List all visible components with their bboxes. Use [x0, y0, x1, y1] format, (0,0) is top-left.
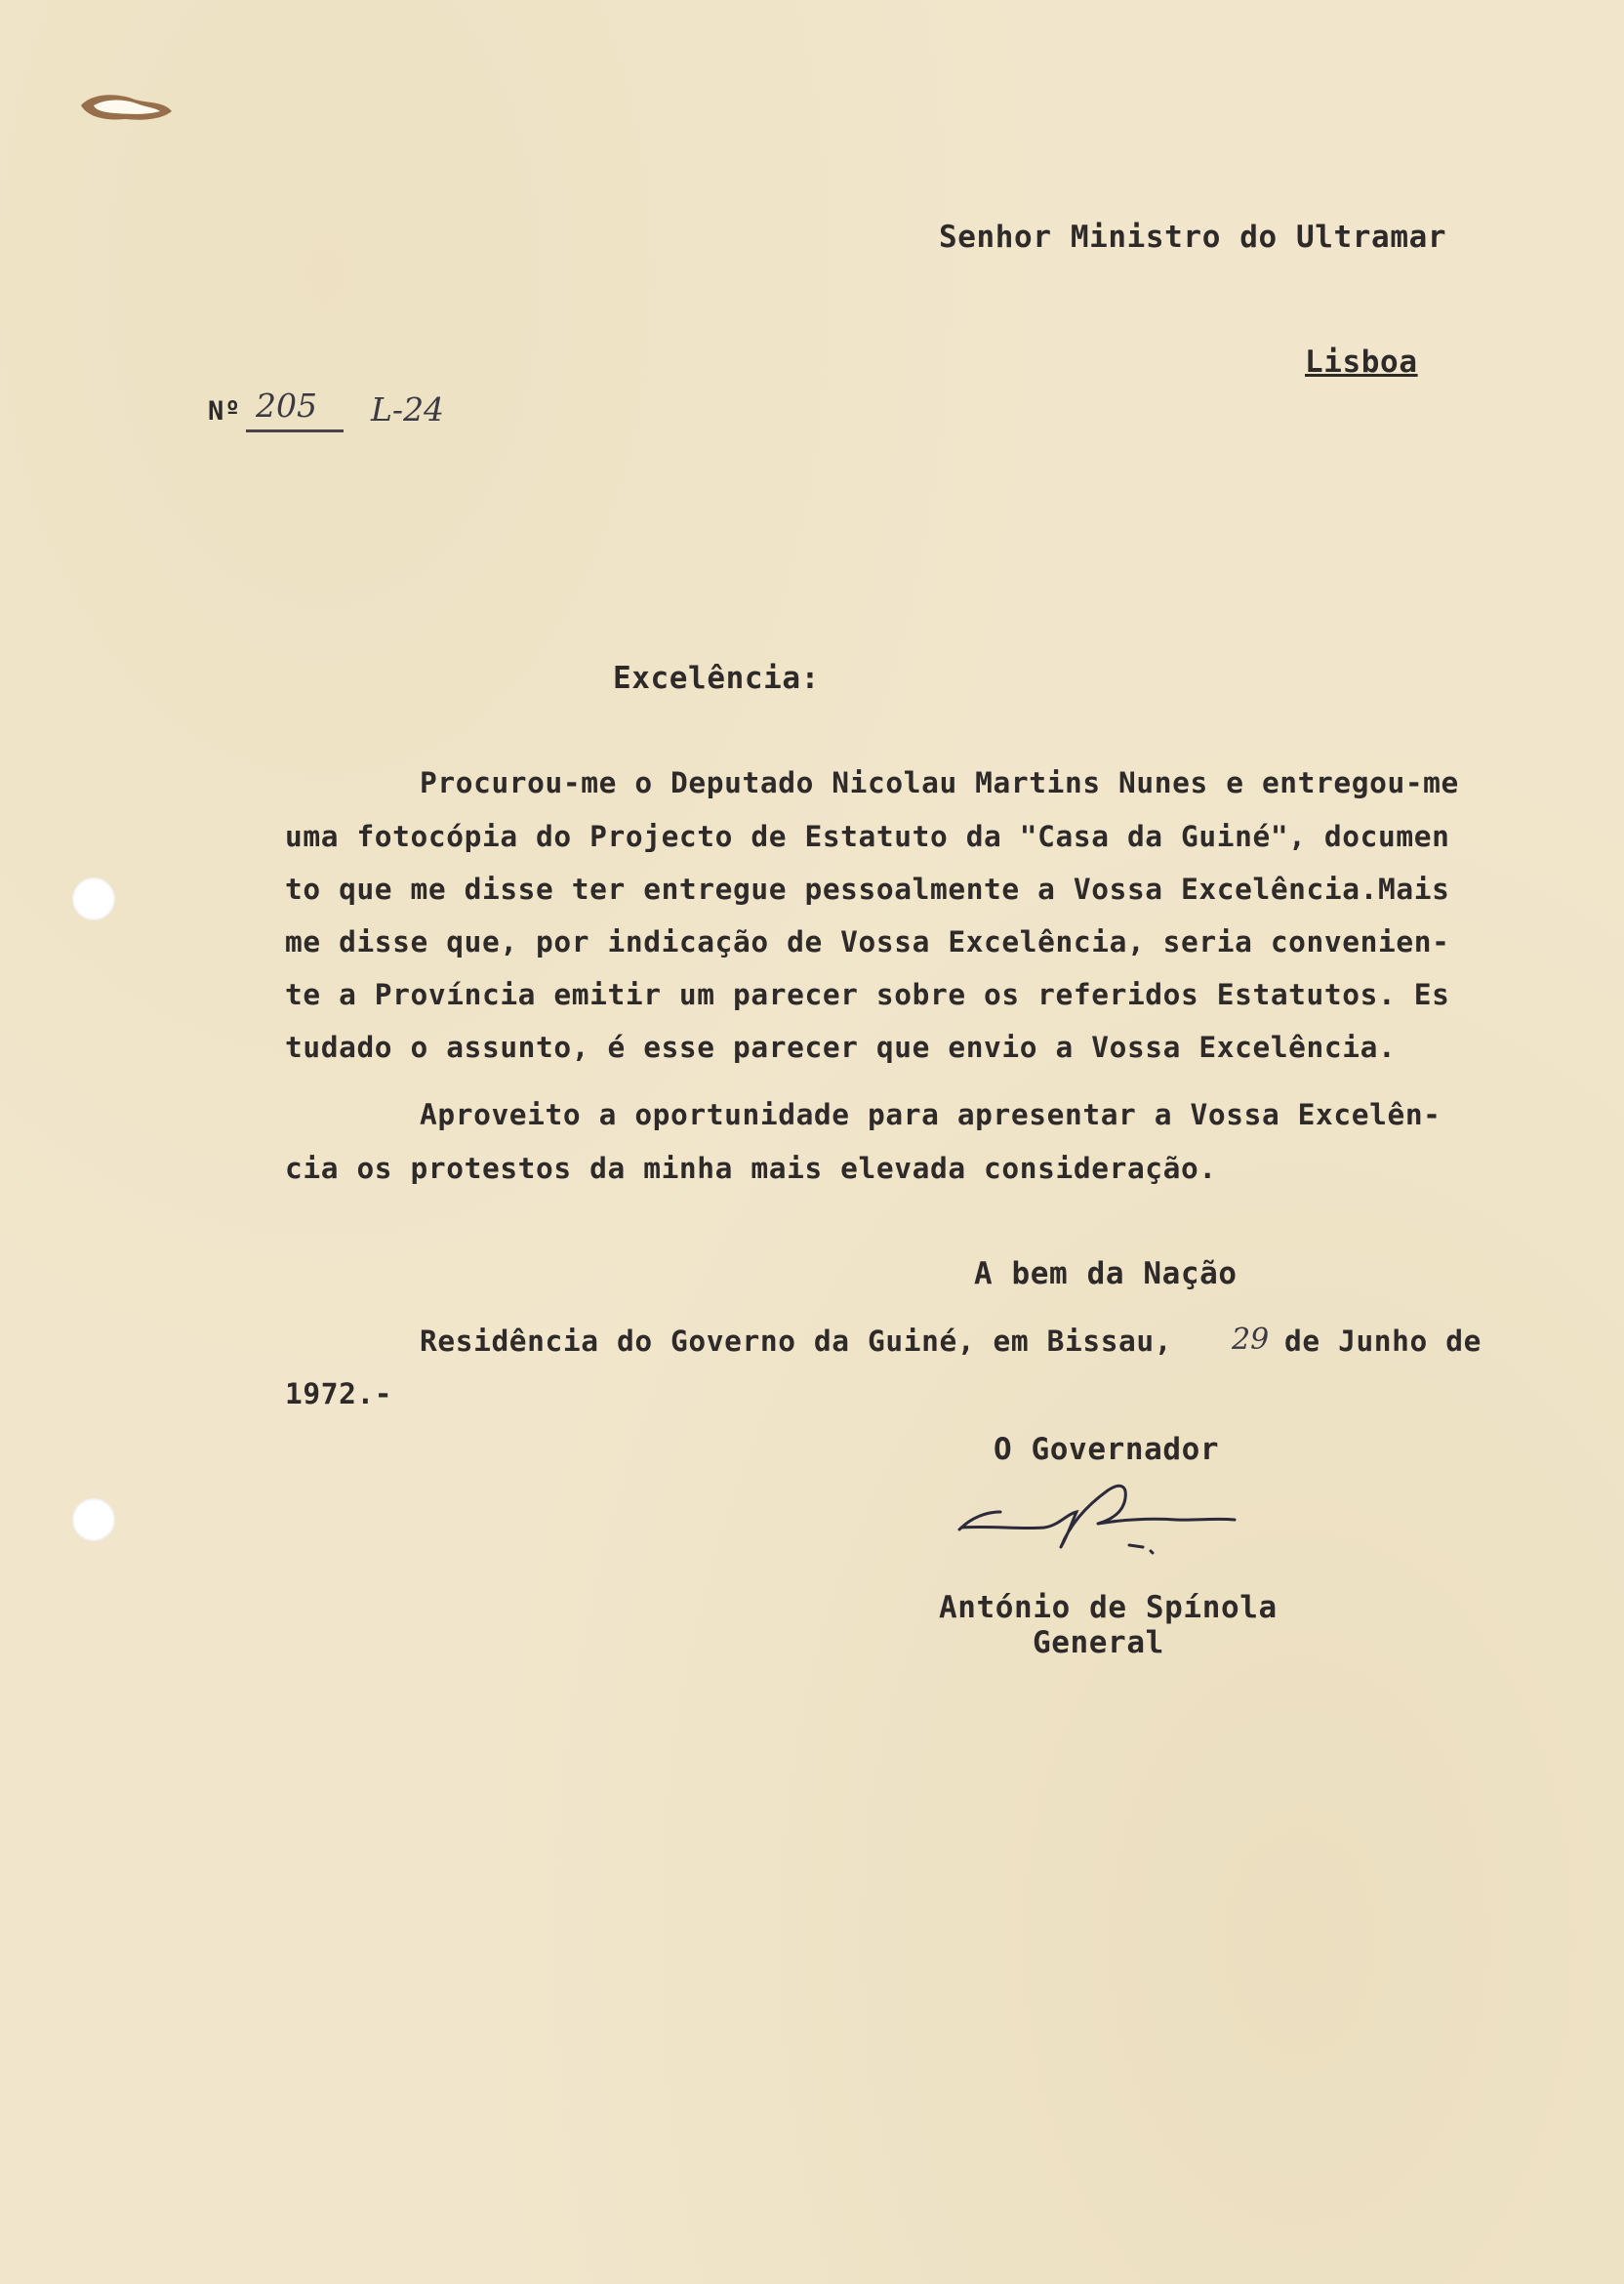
punch-hole-upper — [72, 877, 115, 920]
signatory-role: O Governador — [994, 1432, 1220, 1467]
body-line-1: Procurou-me o Deputado Nicolau Martins Nunes e entregou-me — [420, 766, 1459, 799]
handwritten-day: 29 — [1232, 1323, 1270, 1357]
reference-number: 205 — [256, 387, 317, 425]
place-line-end: de Junho de — [1284, 1325, 1482, 1358]
salutation: Excelência: — [613, 661, 820, 696]
reference-underline — [246, 429, 344, 432]
place-line-start: Residência do Governo da Guiné, em Bissau, — [420, 1325, 1173, 1358]
body-line-6: tudado o assunto, é esse parecer que envio a Vossa Excelência. — [285, 1031, 1397, 1064]
motto: A bem da Nação — [974, 1256, 1238, 1291]
body-line-4: me disse que, por indicação de Vossa Excelência, seria convenien- — [285, 925, 1450, 958]
body-line-7: Aproveito a oportunidade para apresentar a Vossa Excelên- — [420, 1098, 1441, 1131]
signatory-rank: General — [1033, 1625, 1164, 1660]
body-line-8: cia os protestos da minha mais elevada consideração. — [285, 1152, 1217, 1185]
signatory-name: António de Spínola — [939, 1590, 1278, 1625]
body-line-5: te a Província emitir um parecer sobre os referidos Estatutos. Es — [285, 978, 1450, 1011]
body-line-2: uma fotocópia do Projecto de Estatuto da "Casa da Guiné", documen — [285, 820, 1450, 853]
reference-code: L-24 — [371, 390, 445, 428]
handwritten-signature — [952, 1469, 1244, 1557]
punch-hole-lower — [72, 1498, 115, 1541]
city: Lisboa — [1305, 345, 1418, 380]
body-line-3: to que me disse ter entregue pessoalmente a Vossa Excelência.Mais — [285, 873, 1450, 906]
year-line: 1972.- — [285, 1377, 393, 1410]
addressee: Senhor Ministro do Ultramar — [939, 220, 1447, 255]
burn-mark — [76, 86, 174, 135]
reference-prefix: Nº — [208, 396, 241, 427]
